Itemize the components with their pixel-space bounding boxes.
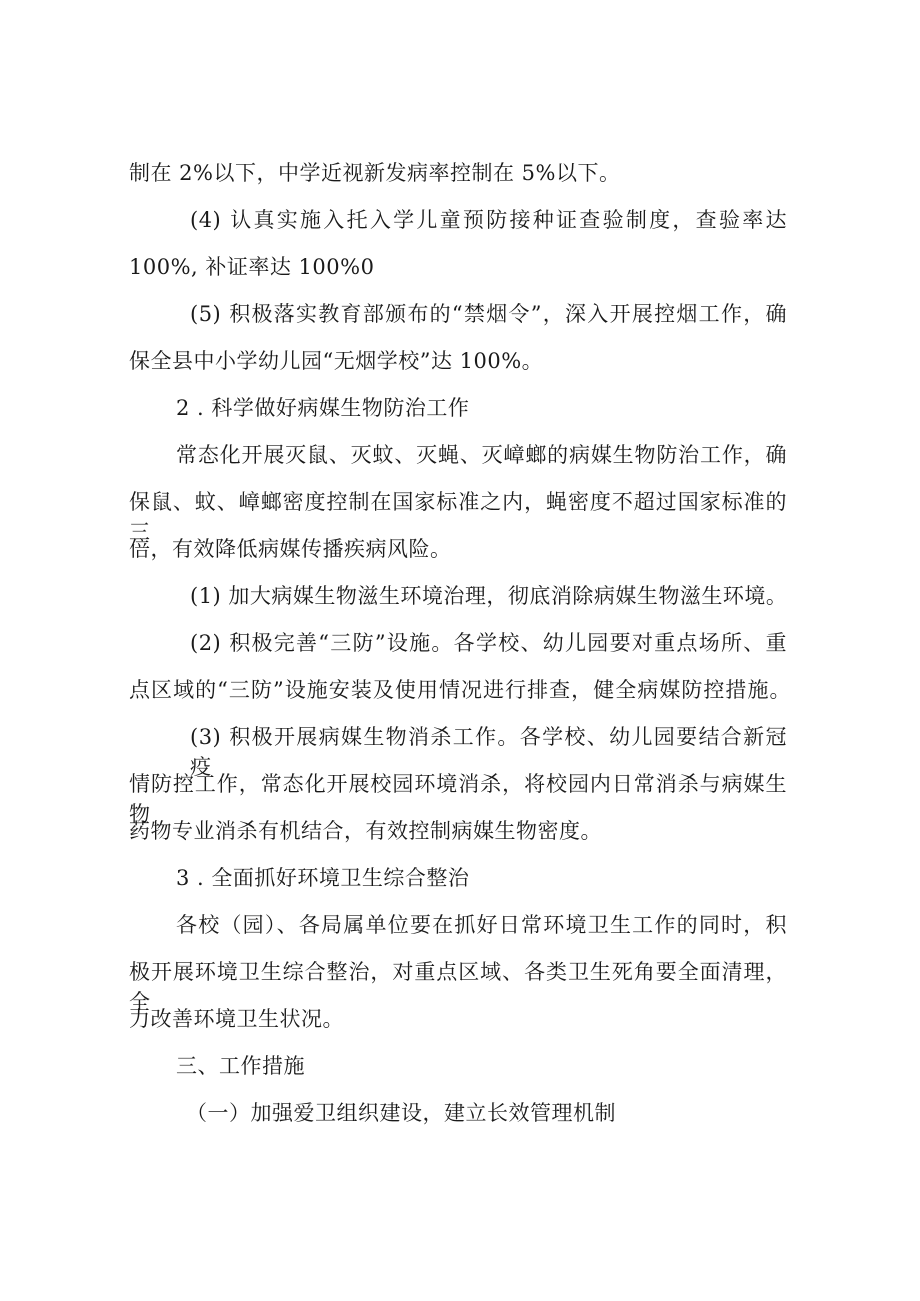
text-line: 保全县中小学幼儿园“无烟学校”达 100%。: [129, 349, 544, 373]
text-line: 药物专业消杀有机结合，有效控制病媒生物密度。: [129, 819, 602, 843]
text-line: 各校（园）、各局属单位要在抓好日常环境卫生工作的同时，积: [176, 913, 787, 937]
text-line: 制在 2%以下，中学近视新发病率控制在 5%以下。: [129, 161, 621, 185]
text-line: 100%, 补证率达 100%0: [129, 255, 375, 279]
text-line: (4) 认真实施入托入学儿童预防接种证查验制度，查验率达: [190, 208, 787, 232]
section-heading: 2 . 科学做好病媒生物防治工作: [176, 396, 470, 420]
text-line: (5) 积极落实教育部颁布的“禁烟令”，深入开展控烟工作，确: [190, 302, 787, 326]
section-heading: 三、工作措施: [176, 1054, 305, 1078]
text-line: 倍，有效降低病媒传播疾病风险。: [129, 537, 452, 561]
text-line: 点区域的“三防”设施安装及使用情况进行排查，健全病媒防控措施。: [129, 678, 791, 702]
text-line: 保鼠、蚊、嶂螂密度控制在国家标准之内，蝇密度不超过国家标准的三: [129, 490, 787, 544]
text-line: (3) 积极开展病媒生物消杀工作。各学校、幼儿园要结合新冠疫: [190, 725, 787, 779]
text-line: 情防控工作，常态化开展校园环境消杀，将校园内日常消杀与病媒生物: [129, 772, 787, 826]
section-heading: 3 . 全面抓好环境卫生综合整治: [176, 866, 470, 890]
subsection-heading: （一）加强爱卫组织建设，建立长效管理机制: [186, 1101, 616, 1125]
text-line: 极开展环境卫生综合整治，对重点区域、各类卫生死角要全面清理，全: [129, 960, 787, 1014]
text-line: 常态化开展灭鼠、灭蚊、灭蝇、灭嶂螂的病媒生物防治工作，确: [176, 443, 787, 467]
text-line: (2) 积极完善“三防”设施。各学校、幼儿园要对重点场所、重: [190, 631, 787, 655]
text-line: (1) 加大病媒生物滋生环境治理，彻底消除病媒生物滋生环境。: [190, 584, 788, 608]
text-line: 力改善环境卫生状况。: [129, 1007, 344, 1031]
